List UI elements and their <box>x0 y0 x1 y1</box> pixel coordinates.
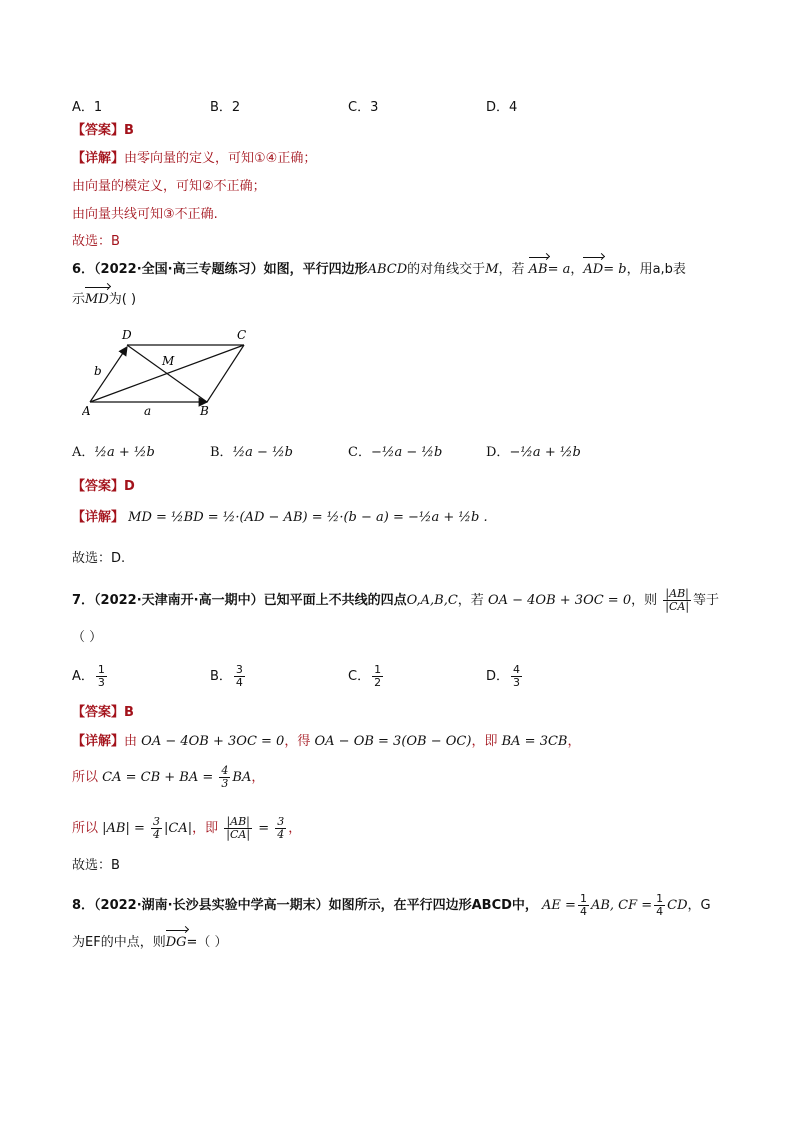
q6-choose: 故选：D. <box>72 551 126 566</box>
q6-option-d: D．−½a + ½b <box>486 445 581 460</box>
q5-option-b: B．2 <box>210 100 241 115</box>
label-c: C <box>237 328 247 342</box>
q7-option-b: B． $\frac{3}{4}$ <box>210 663 243 689</box>
side-bc <box>207 345 244 402</box>
q6-answer: 【答案】D <box>72 479 135 494</box>
q6-stem-line-1: 6．（2022·全国·高三专题练习）如图，平行四边形ABCD的对角线交于M，若 AB= a，AD= b，用a,b表 <box>72 260 686 280</box>
q7-detail-line-1: 【详解】由 OA − 4OB + 3OC = 0，得 OA − OB = 3(OB − OC)，即 BA = 3CB， <box>72 734 581 749</box>
q8-stem-line-1: 8．（2022·湖南·长沙县实验中学高一期末）如图所示，在平行四边形ABCD中， AE = $\frac{1}{4}$ AB, CF = $\frac{1}{4}$ CD，G <box>72 892 711 918</box>
q7-option-a: A． $\frac{1}{3}$ <box>72 663 105 689</box>
q7-paren: （ ） <box>72 630 103 645</box>
q7-detail-line-2: 所以 CA = CB + BA = $\frac{4}{3}$ BA， <box>72 764 265 790</box>
q5-answer: 【答案】B <box>72 123 134 138</box>
label-d: D <box>122 328 132 342</box>
q7-answer: 【答案】B <box>72 705 134 720</box>
q7-detail-line-3: 所以 |AB| = $\frac{3}{4}$ |CA|，即 $\frac{|AB|}{|CA|}$ = $\frac{3}{4}$ ， <box>72 815 302 841</box>
q6-option-a: A．½a + ½b <box>72 445 155 460</box>
q6-option-c: C．−½a − ½b <box>348 445 443 460</box>
q5-detail-line-2: 由向量的模定义，可知②不正确； <box>72 179 266 194</box>
q5-option-d: D．4 <box>486 100 518 115</box>
q6-option-b: B．½a − ½b <box>210 445 293 460</box>
label-a-vec: a <box>144 404 152 417</box>
q6-stem-line-2: 示MD为( ) <box>72 290 136 310</box>
q5-option-c: C．3 <box>348 100 379 115</box>
q8-stem-line-2: 为EF的中点，则DG=（ ） <box>72 933 228 953</box>
q7-option-c: C． $\frac{1}{2}$ <box>348 663 382 689</box>
label-b: B <box>200 404 209 417</box>
q7-stem-line-1: 7．（2022·天津南开·高一期中）已知平面上不共线的四点O,A,B,C，若 OA − 4OB + 3OC = 0，则 $\frac{|AB|}{|CA|}$ 等于 <box>72 587 720 613</box>
parallelogram-figure <box>82 325 252 417</box>
q5-detail-line-1: 【详解】由零向量的定义，可知①④正确； <box>72 151 317 166</box>
label-b-vec: b <box>94 364 102 378</box>
q7-choose: 故选：B <box>72 858 120 873</box>
q5-choose: 故选：B <box>72 234 120 249</box>
q5-option-a: A．1 <box>72 100 103 115</box>
q6-detail: 【详解】 MD = ½BD = ½·(AD − AB) = ½·(b − a) = −½a + ½b . <box>72 510 488 525</box>
label-a: A <box>82 404 91 417</box>
q5-detail-line-3: 由向量共线可知③不正确. <box>72 207 218 222</box>
q7-option-d: D． $\frac{4}{3}$ <box>486 663 521 689</box>
label-m: M <box>162 354 175 368</box>
